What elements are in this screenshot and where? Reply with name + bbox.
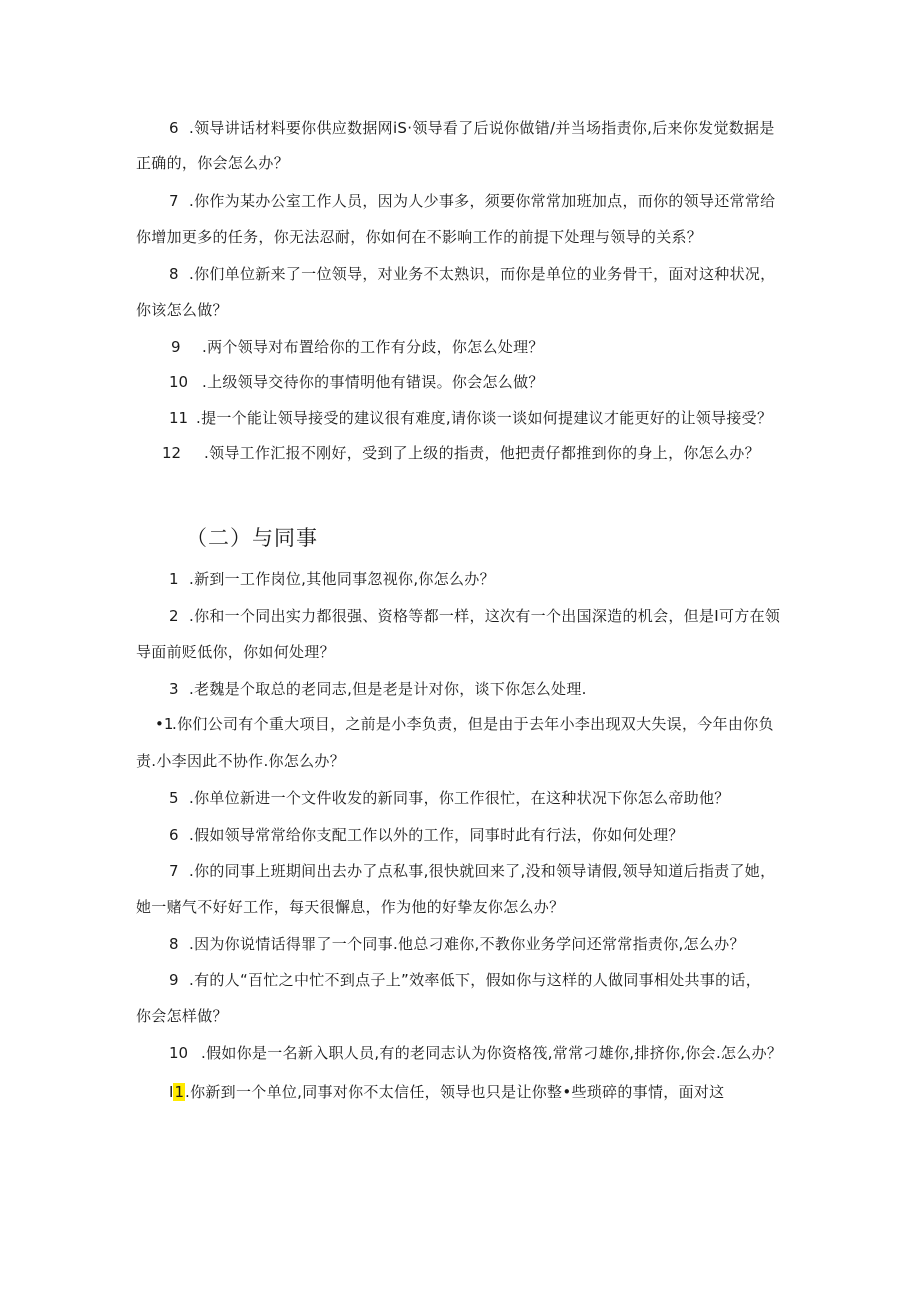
question-text: .提一个能让领导接受的建议很有难度,请你谈一谈如何提建议才能更好的让领导接受？ — [196, 409, 773, 427]
item-number: 2 — [169, 607, 179, 625]
item-number: 3 — [169, 680, 179, 698]
question-text-continued: 导面前贬低你，你如何处理？ — [136, 643, 335, 661]
question-text: .因为你说情话得罪了一个同事.他总刁难你,不教你业务学问还常常指责你,怎么办？ — [189, 935, 745, 953]
question-text: .假如领导常常给你支配工作以外的工作，同事时此有行法，你如何处理？ — [189, 826, 684, 844]
item-number: 10 — [169, 373, 189, 391]
question-text-continued: 正确的，你会怎么办？ — [136, 154, 290, 172]
item-number: 6 — [169, 119, 179, 137]
item-number: 6 — [169, 826, 179, 844]
item-number: 7 — [169, 862, 179, 880]
item-number: 11 — [169, 409, 189, 427]
question-text-continued: 责.小李因此不协作.你怎么办？ — [136, 752, 346, 770]
question-text: .两个领导对布置给你的工作有分歧，你怎么处理？ — [202, 338, 544, 356]
item-number: 5 — [169, 789, 179, 807]
item-number: 9 — [169, 971, 179, 989]
question-text: .假如你是一名新入职人员,有的老同志认为你资格筏,常常刁雄你,排挤你,你会.怎么办？ — [201, 1044, 783, 1062]
question-text: .老魏是个取总的老同志,但是老是计对你，谈下你怎么处理. — [189, 680, 587, 698]
question-text: .有的人“百忙之中忙不到点子上”效率低下，假如你与这样的人做同事相处共事的话， — [189, 971, 762, 989]
question-text: .你新到一个单位,同事对你不太信任，领导也只是让你整•些琐碎的事情，面对这 — [185, 1083, 725, 1101]
item-number: 10 — [169, 1044, 189, 1062]
item-number: 7 — [169, 192, 179, 210]
question-text-continued: 你会怎样做？ — [136, 1007, 228, 1025]
item-number: 12 — [162, 444, 182, 462]
question-text: .新到一工作岗位,其他同事忽视你,你怎么办？ — [189, 570, 495, 588]
question-text-continued: 你该怎么做？ — [136, 301, 228, 319]
item-number: 1 — [169, 570, 179, 588]
item-number-prefix: I — [169, 1083, 174, 1101]
highlight-mark: 1 — [174, 1083, 184, 1101]
question-text: .领导讲话材料要你供应数据网iS·领导看了后说你做错/并当场指责你,后来你发觉数据是 — [189, 119, 775, 137]
item-number: 8 — [169, 935, 179, 953]
item-number: 8 — [169, 265, 179, 283]
question-text: .领导工作汇报不刚好，受到了上级的指责，他把责仔都推到你的身上，你怎么办？ — [204, 444, 760, 462]
question-text: .你们公司有个重大项目，之前是小李负责，但是由于去年小李出现双大失误，今年由你负 — [172, 715, 774, 733]
question-text: .你单位新进一个文件收发的新同事，你工作很忙，在这种状况下你怎么帝助他？ — [189, 789, 730, 807]
question-text: .你和一个同出实力都很强、资格等都一样，这次有一个出国深造的机会，但是I可方在领 — [189, 607, 781, 625]
question-text: .你作为某办公室工作人员，因为人少事多，须要你常常加班加点，而你的领导还常常给 — [189, 192, 776, 210]
item-number: 9 — [171, 338, 181, 356]
question-text-continued: 你增加更多的任务，你无法忍耐，你如何在不影响工作的前提下处理与领导的关系？ — [136, 228, 703, 246]
section-heading: （二）与同事 — [186, 526, 318, 550]
question-text: .你们单位新来了一位领导，对业务不太熟识，而你是单位的业务骨干，面对这种状况， — [189, 265, 776, 283]
item-number: •1 — [155, 715, 174, 733]
question-text: .你的同事上班期间出去办了点私事,很快就回来了,没和领导请假,领导知道后指责了她， — [189, 862, 776, 880]
question-text: .上级领导交待你的事情明他有错误。你会怎么做？ — [202, 373, 544, 391]
question-text-continued: 她一赌气不好好工作，每天很懈息，作为他的好挚友你怎么办？ — [136, 898, 565, 916]
item-number-highlighted — [169, 1082, 185, 1102]
